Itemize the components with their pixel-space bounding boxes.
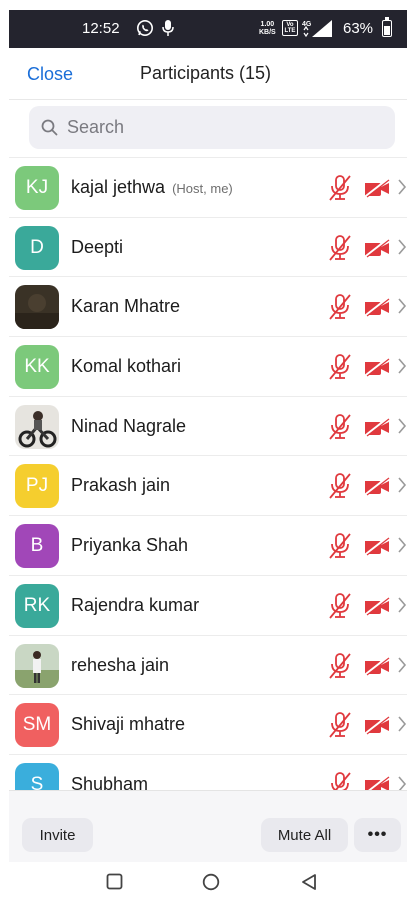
video-off-icon (363, 656, 391, 676)
participant-name: rehesha jain (71, 654, 170, 675)
chevron-right-icon (397, 477, 407, 493)
back-icon[interactable] (301, 873, 317, 891)
participant-row[interactable] (9, 456, 407, 516)
chevron-right-icon (397, 298, 407, 314)
participant-name-cell (71, 595, 199, 616)
avatar (15, 644, 59, 688)
participant-row[interactable] (9, 576, 407, 636)
participant-name-cell (71, 475, 170, 496)
search-icon (41, 119, 58, 136)
mute-all-button[interactable]: Mute All (261, 818, 348, 852)
action-bar (9, 790, 407, 862)
avatar (15, 285, 59, 329)
chevron-right-icon (397, 716, 407, 732)
participant-name: Rajendra kumar (71, 594, 200, 615)
status-bar (9, 10, 407, 48)
host-tag: (Host, me) (172, 181, 233, 196)
screen-edge (0, 0, 9, 897)
participant-name-cell (71, 296, 180, 317)
chevron-right-icon (397, 418, 407, 434)
participant-name: Karan Mhatre (71, 296, 181, 317)
participants-header (9, 48, 407, 100)
participant-name-cell (71, 416, 186, 437)
participant-name-cell (71, 655, 169, 676)
avatar: D (15, 226, 59, 270)
video-off-icon (363, 715, 391, 735)
video-off-icon (363, 297, 391, 317)
video-off-icon (363, 476, 391, 496)
volte-top-label: Vo (286, 22, 294, 28)
mic-icon (162, 19, 174, 38)
participant-row[interactable] (9, 218, 407, 278)
speed-unit: KB/S (259, 29, 276, 36)
participant-name: Shubham (71, 773, 149, 790)
search-section (9, 100, 407, 157)
whatsapp-icon (136, 19, 154, 37)
participant-name: Deepti (71, 236, 124, 257)
participant-row[interactable] (9, 755, 407, 790)
battery-percent: 63% (343, 20, 374, 37)
participant-name-cell (71, 535, 188, 556)
participant-name: kajal jethwa (71, 177, 166, 197)
mic-muted-icon (327, 532, 353, 560)
search-input[interactable] (67, 114, 367, 141)
participant-row[interactable] (9, 695, 407, 755)
volte-bottom-label: LTE (284, 28, 296, 34)
mic-muted-icon (327, 711, 353, 739)
video-off-icon (363, 775, 391, 790)
video-off-icon (363, 178, 391, 198)
battery-icon (382, 20, 392, 37)
chevron-right-icon (397, 358, 407, 374)
participant-row[interactable] (9, 277, 407, 337)
participant-row[interactable] (9, 636, 407, 696)
participant-name-cell (71, 714, 185, 735)
avatar: B (15, 524, 59, 568)
network-speed (259, 21, 276, 37)
video-off-icon (363, 357, 391, 377)
participant-row[interactable] (9, 516, 407, 576)
mic-muted-icon (327, 413, 353, 441)
participant-name-cell (71, 177, 233, 198)
signal-icon (302, 18, 334, 38)
participant-row[interactable] (9, 337, 407, 397)
participant-name-cell (71, 774, 148, 790)
avatar (15, 405, 59, 449)
chevron-right-icon (397, 179, 407, 195)
search-box[interactable] (29, 106, 395, 149)
home-icon[interactable] (202, 873, 220, 891)
mic-muted-icon (327, 293, 353, 321)
mic-muted-icon (327, 472, 353, 500)
avatar: RK (15, 584, 59, 628)
participant-name-cell (71, 356, 181, 377)
participant-name: Komal kothari (71, 356, 182, 377)
participant-name: Prakash jain (71, 475, 171, 496)
chevron-right-icon (397, 239, 407, 255)
participant-row[interactable] (9, 397, 407, 457)
participant-name: Ninad Nagrale (71, 415, 187, 436)
system-nav-bar (9, 862, 407, 897)
participant-name-cell (71, 237, 123, 258)
avatar: SM (15, 703, 59, 747)
network-type-label: 4G (302, 21, 312, 28)
chevron-right-icon (397, 657, 407, 673)
mic-muted-icon (327, 652, 353, 680)
avatar: S (15, 763, 59, 790)
video-off-icon (363, 536, 391, 556)
chevron-right-icon (397, 537, 407, 553)
participant-list (9, 157, 407, 790)
avatar: PJ (15, 464, 59, 508)
participant-row[interactable] (9, 158, 407, 218)
participant-name: Priyanka Shah (71, 535, 189, 556)
volte-icon (282, 20, 298, 36)
video-off-icon (363, 238, 391, 258)
participant-name: Shivaji mhatre (71, 714, 186, 735)
close-button[interactable]: Close (27, 64, 74, 84)
page-title: Participants (15) (140, 63, 272, 83)
speed-value: 1.00 (260, 21, 275, 28)
mic-muted-icon (327, 174, 353, 202)
chevron-right-icon (397, 597, 407, 613)
mic-muted-icon (327, 234, 353, 262)
invite-button[interactable]: Invite (22, 818, 93, 852)
mic-muted-icon (327, 592, 353, 620)
mic-muted-icon (327, 353, 353, 381)
avatar: KK (15, 345, 59, 389)
video-off-icon (363, 417, 391, 437)
chevron-right-icon (397, 776, 407, 790)
more-options-button[interactable]: ••• (354, 818, 401, 852)
video-off-icon (363, 596, 391, 616)
recents-icon[interactable] (106, 873, 123, 890)
mic-muted-icon (327, 771, 353, 790)
avatar: KJ (15, 166, 59, 210)
status-time: 12:52 (82, 20, 120, 37)
